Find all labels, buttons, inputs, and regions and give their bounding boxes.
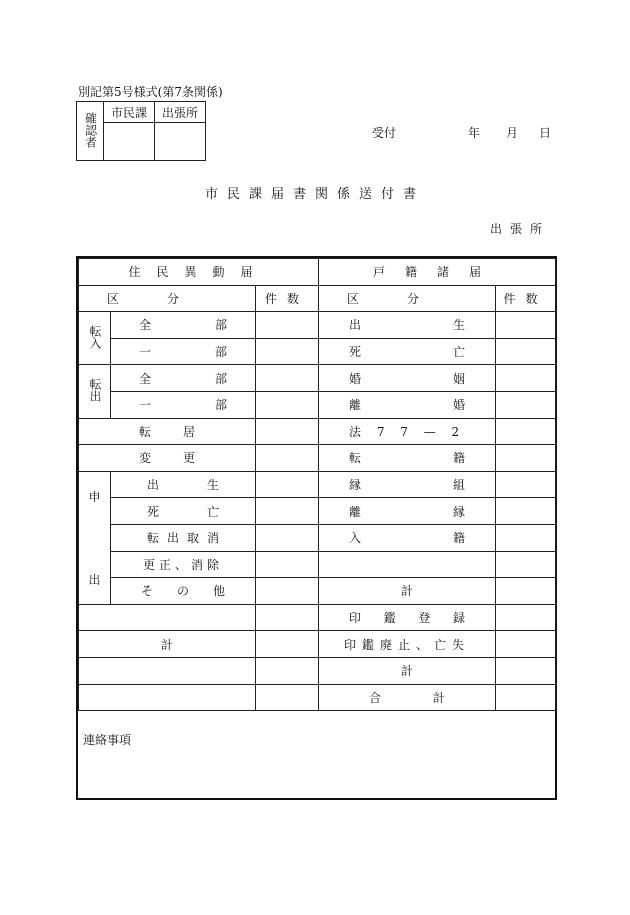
tenkyo-label: 転 居 [79, 418, 256, 445]
receipt-year-label: 年 [468, 126, 481, 140]
confirm-col-shiminka: 市民課 [104, 102, 155, 123]
confirmer-label: 確認者 [83, 111, 98, 148]
birth-right-count[interactable] [496, 312, 556, 339]
shutsu-char: 出 [88, 572, 101, 587]
entry-label: 入 籍 [319, 524, 496, 551]
birth-right-label: 出 生 [319, 312, 496, 339]
shin-char: 申 [88, 489, 101, 504]
tenshutsu-part-count[interactable] [256, 391, 319, 418]
right-total2-label: 計 [319, 657, 496, 684]
marriage-count[interactable] [496, 365, 556, 392]
document-title: 市民課届書関係送付書 [204, 187, 425, 202]
left-total-count[interactable] [256, 631, 319, 658]
tenshutsu-label-cell: 転出 [79, 365, 111, 418]
tennyu-part-count[interactable] [256, 338, 319, 365]
seal-registration-count[interactable] [496, 604, 556, 631]
right-subtotal-label: 計 [319, 578, 496, 605]
confirm-stamp-shutchojo[interactable] [155, 123, 206, 161]
death-right-label: 死 亡 [319, 338, 496, 365]
confirmation-box [76, 101, 206, 161]
left-blank-label-2 [79, 657, 256, 684]
divorce-count[interactable] [496, 391, 556, 418]
right-subtotal-count[interactable] [496, 578, 556, 605]
henko-label: 変 更 [79, 445, 256, 472]
main-form [76, 256, 557, 800]
correction-label: 更正、消除 [111, 551, 256, 578]
tenkyo-count[interactable] [256, 418, 319, 445]
tenshutsu-all-count[interactable] [256, 365, 319, 392]
left-blank-label-1 [79, 604, 256, 631]
transfer-count[interactable] [496, 445, 556, 472]
cancel-count[interactable] [256, 524, 319, 551]
left-blank-label-3 [79, 684, 256, 711]
seal-abolish-count[interactable] [496, 631, 556, 658]
seal-abolish-label: 印鑑廃止、亡失 [319, 631, 496, 658]
right-empty-count[interactable] [496, 551, 556, 578]
confirm-stamp-shiminka[interactable] [104, 123, 155, 161]
grand-total-label: 合 計 [319, 684, 496, 711]
correction-count[interactable] [256, 551, 319, 578]
moushide-death-count[interactable] [256, 498, 319, 525]
tennyu-all-label: 全 部 [111, 312, 256, 339]
main-table [78, 258, 556, 711]
entry-count[interactable] [496, 524, 556, 551]
left-section-header: 住民異動届 [79, 259, 319, 286]
adoption-count[interactable] [496, 471, 556, 498]
marriage-label: 婚 姻 [319, 365, 496, 392]
left-category-header: 区分 [79, 285, 256, 312]
moushide-birth-label: 出 生 [111, 471, 256, 498]
right-count-header: 件数 [496, 285, 556, 312]
left-blank-count-2[interactable] [256, 657, 319, 684]
seal-registration-label: 印 鑑 登 録 [319, 604, 496, 631]
transfer-label: 転 籍 [319, 445, 496, 472]
law77-count[interactable] [496, 418, 556, 445]
right-empty-label [319, 551, 496, 578]
left-count-header: 件数 [256, 285, 319, 312]
henko-count[interactable] [256, 445, 319, 472]
right-total2-count[interactable] [496, 657, 556, 684]
law77-label: 法 7 7 — 2 [319, 418, 496, 445]
tennyu-all-count[interactable] [256, 312, 319, 339]
left-total-label: 計 [79, 631, 256, 658]
tenshutsu-part-label: 一 部 [111, 391, 256, 418]
tennyu-part-label: 一 部 [111, 338, 256, 365]
other-count[interactable] [256, 578, 319, 605]
grand-total-count[interactable] [496, 684, 556, 711]
receipt-month-label: 月 [506, 126, 519, 140]
notes-area[interactable] [78, 728, 555, 800]
moushide-birth-count[interactable] [256, 471, 319, 498]
notes-label: 連絡事項 [83, 733, 132, 747]
moushide-death-label: 死 亡 [111, 498, 256, 525]
tenshutsu-all-label: 全 部 [111, 365, 256, 392]
dissolution-count[interactable] [496, 498, 556, 525]
left-blank-count-1[interactable] [256, 604, 319, 631]
confirmer-label-cell [77, 102, 104, 161]
form-reference: 別記第5号様式(第7条関係) [78, 85, 223, 99]
dissolution-label: 離 縁 [319, 498, 496, 525]
confirm-col-shutchojo: 出張所 [155, 102, 206, 123]
moushide-label-cell [79, 471, 111, 604]
tennyu-label-cell: 転入 [79, 312, 111, 365]
branch-office-label: 出張所 [490, 222, 551, 236]
death-right-count[interactable] [496, 338, 556, 365]
right-section-header: 戸籍諸届 [319, 259, 556, 286]
right-category-header: 区分 [319, 285, 496, 312]
divorce-label: 離 婚 [319, 391, 496, 418]
other-label: そ の 他 [111, 578, 256, 605]
cancel-label: 転 出 取 消 [111, 524, 256, 551]
receipt-day-label: 日 [539, 126, 552, 140]
adoption-label: 縁 組 [319, 471, 496, 498]
left-blank-count-3[interactable] [256, 684, 319, 711]
receipt-label: 受付 [372, 126, 397, 140]
